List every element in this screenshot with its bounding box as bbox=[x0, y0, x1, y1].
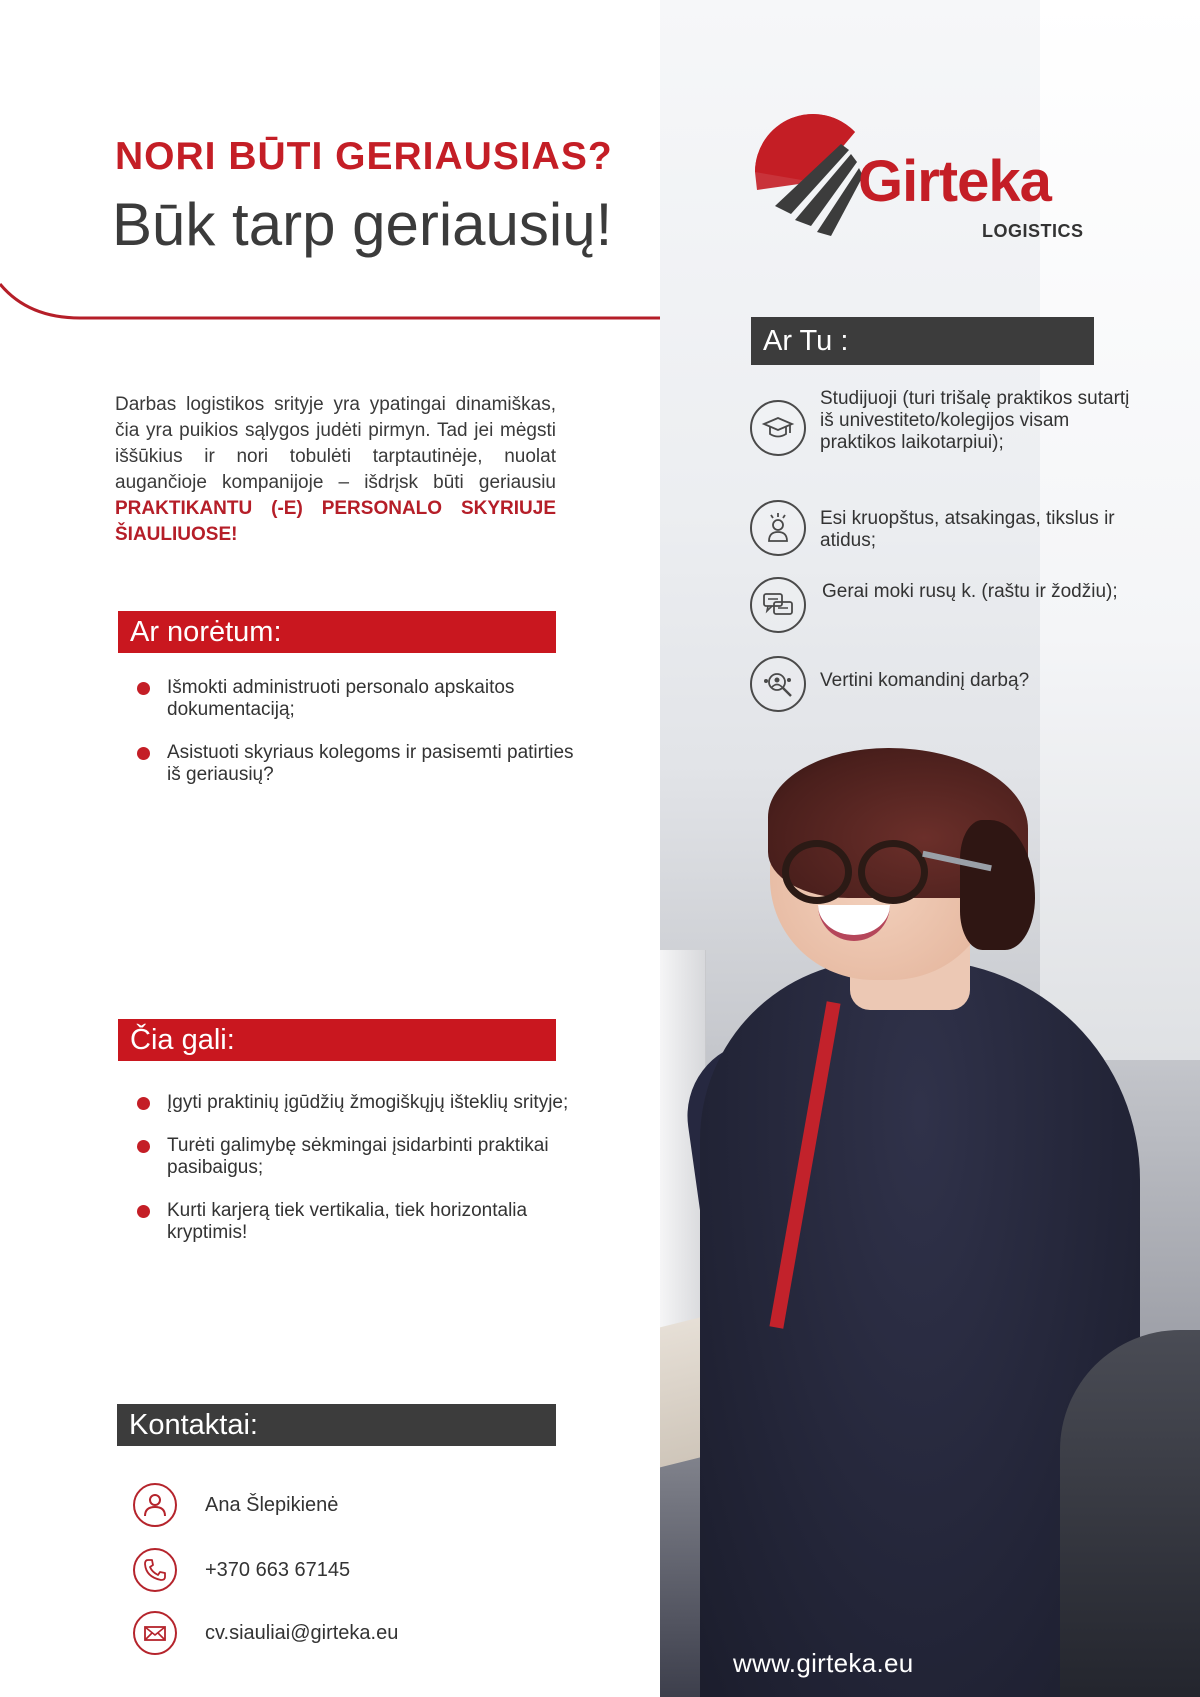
requirement-item bbox=[750, 577, 1130, 633]
contact-name: Ana Šlepikienė bbox=[205, 1493, 339, 1516]
requirement-item bbox=[750, 656, 1130, 712]
subheadline: Būk tarp geriausių! bbox=[112, 191, 613, 258]
bullet-dot-icon bbox=[137, 1097, 150, 1110]
would-like-list bbox=[137, 677, 577, 807]
contact-phone-number[interactable]: +370 663 67145 bbox=[205, 1558, 351, 1581]
contact-person bbox=[133, 1480, 338, 1530]
photo-panel bbox=[660, 0, 1200, 1697]
photo-office-chair bbox=[1060, 1330, 1200, 1697]
list-item: Išmokti administruoti personalo apskaitos dokumentaciją; bbox=[137, 677, 577, 721]
intro-paragraph bbox=[115, 392, 556, 548]
bullet-dot-icon bbox=[137, 747, 150, 760]
bullet-dot-icon bbox=[137, 1140, 150, 1153]
person-icon bbox=[133, 1483, 177, 1527]
logo-subtitle: LOGISTICS bbox=[982, 221, 1084, 241]
attentive-person-icon bbox=[750, 500, 806, 556]
chat-bubbles-icon bbox=[750, 577, 806, 633]
list-item: Asistuoti skyriaus kolegoms ir pasisemti patirties iš geriausių? bbox=[137, 742, 577, 786]
phone-icon bbox=[133, 1548, 177, 1592]
contact-email-address[interactable]: cv.siauliai@girteka.eu bbox=[205, 1621, 399, 1644]
headline: NORI BŪTI GERIAUSIAS? bbox=[115, 135, 613, 178]
header-divider-curve bbox=[0, 270, 660, 330]
can-here-list bbox=[137, 1092, 577, 1265]
graduation-cap-icon bbox=[750, 400, 806, 456]
logo-wordmark: Girteka bbox=[858, 149, 1051, 214]
envelope-icon bbox=[133, 1611, 177, 1655]
requirement-text: Gerai moki rusų k. (raštu ir žodžiu); bbox=[822, 581, 1118, 602]
requirement-item bbox=[750, 388, 1130, 456]
bullet-dot-icon bbox=[137, 1205, 150, 1218]
requirement-item bbox=[750, 500, 1130, 556]
website-link[interactable]: www.girteka.eu bbox=[733, 1648, 914, 1678]
intro-text: Darbas logistikos srityje yra ypatingai dinamiškas, čia yra puikios sąlygos judėti pirmyn. Tad jei mėgsti iššūkius ir nori tobulėti tarptautinėje, nuolat augančioje kompanijoje – išdrįsk būti geriausiu bbox=[115, 394, 556, 493]
list-item: Turėti galimybę sėkmingai įsidarbinti praktikai pasibaigus; bbox=[137, 1135, 577, 1179]
contact-email[interactable] bbox=[133, 1608, 398, 1658]
contact-phone[interactable] bbox=[133, 1545, 350, 1595]
intro-highlight: PRAKTIKANTU (-E) PERSONALO SKYRIUJE ŠIAULIUOSE! bbox=[115, 498, 556, 545]
requirement-text: Studijuoji (turi trišalę praktikos sutartį iš univestiteto/kolegijos visam praktikos laikotarpiui); bbox=[820, 388, 1130, 453]
list-item: Įgyti praktinių įgūdžių žmogiškųjų išteklių srityje; bbox=[137, 1092, 577, 1114]
requirement-text: Esi kruopštus, atsakingas, tikslus ir atidus; bbox=[820, 508, 1115, 551]
team-search-icon bbox=[750, 656, 806, 712]
requirement-text: Vertini komandinį darbą? bbox=[820, 670, 1030, 691]
list-item: Kurti karjerą tiek vertikalia, tiek horizontalia kryptimis! bbox=[137, 1200, 577, 1244]
section-title-can-here: Čia gali: bbox=[118, 1019, 556, 1061]
section-title-are-you: Ar Tu : bbox=[751, 317, 1094, 365]
bullet-dot-icon bbox=[137, 682, 150, 695]
section-title-would-like: Ar norėtum: bbox=[118, 611, 556, 653]
section-title-contacts: Kontaktai: bbox=[117, 1404, 556, 1446]
